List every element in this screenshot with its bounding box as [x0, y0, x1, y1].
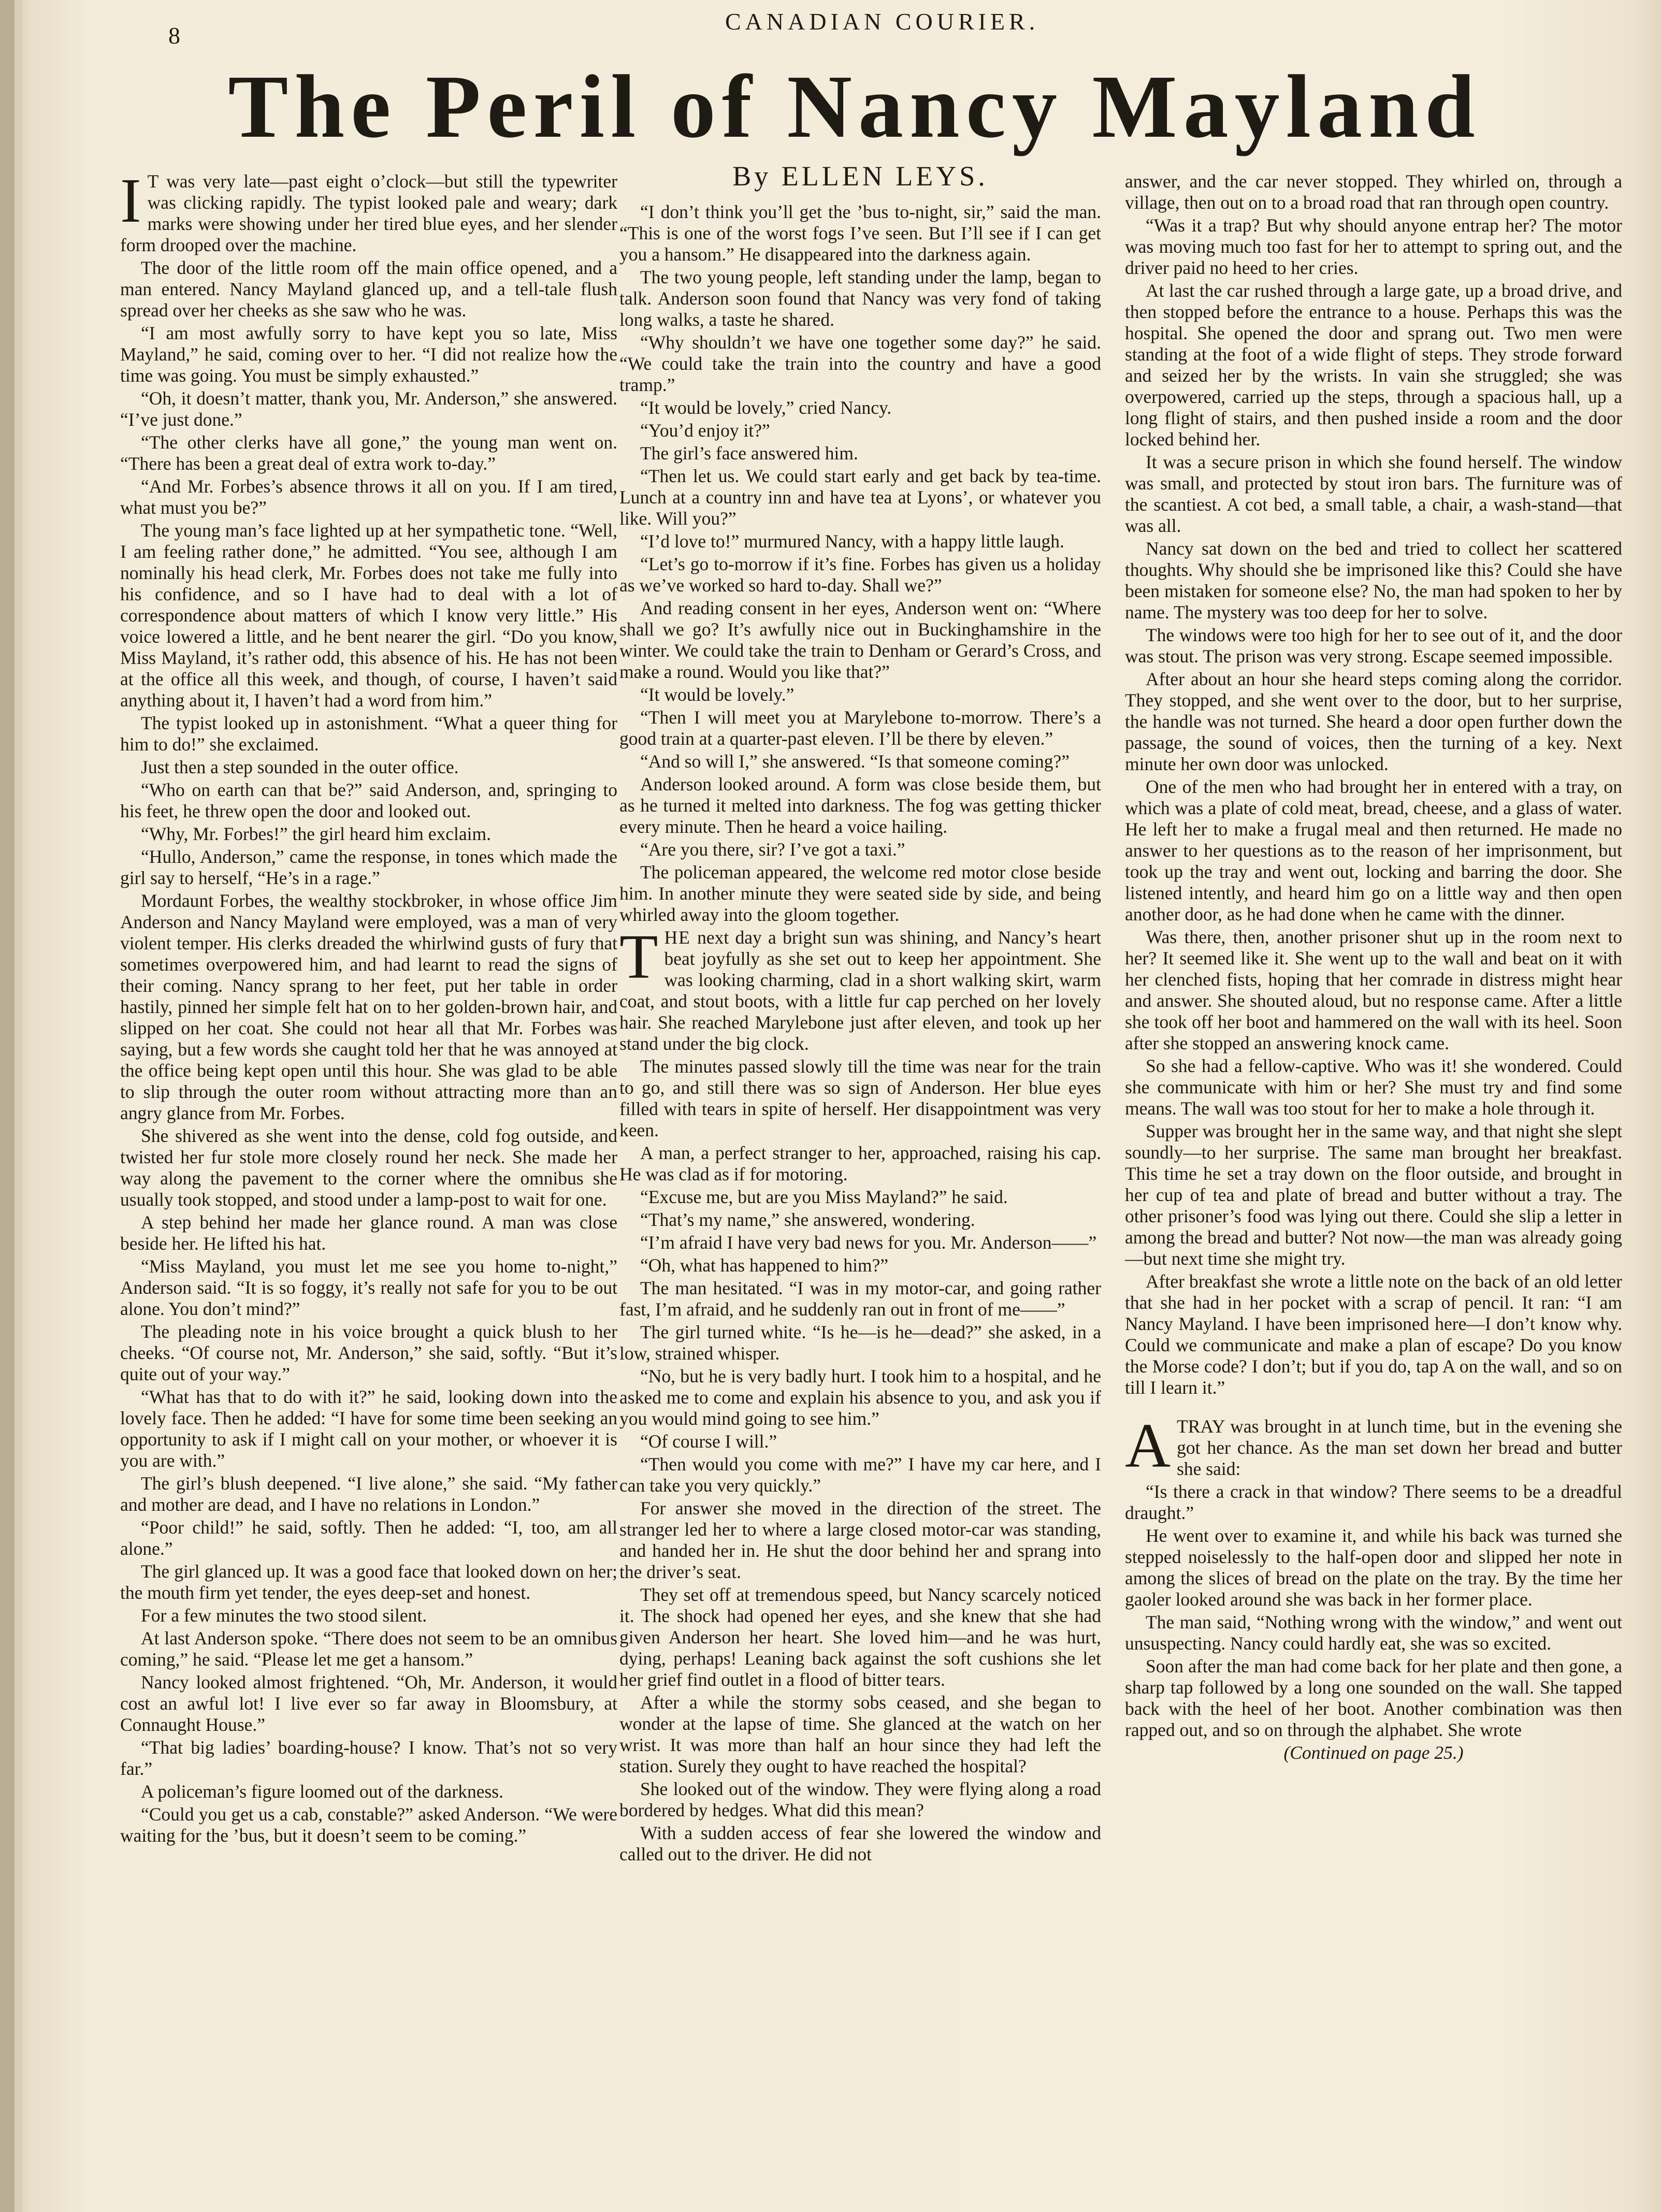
paragraph: Just then a step sounded in the outer office.	[141, 757, 459, 777]
paragraph	[1125, 1411, 1622, 1481]
paragraph: “Are you there, sir? I’ve got a taxi.”	[640, 839, 905, 860]
paragraph: At last Anderson spoke. “There does not seem to be an omnibus coming,” he said. “Please let me get a hansom.”	[120, 1628, 617, 1670]
paragraph: The policeman appeared, the welcome red motor close beside him. In another minute they were seated side by side, and being whirled away into the gloom together.	[619, 862, 1101, 925]
paragraph: The typist looked up in astonishment. “What a queer thing for him to do!” she exclaimed.	[120, 713, 617, 755]
drop-cap: A	[1125, 1411, 1171, 1481]
paragraph: Supper was brought her in the same way, and that night she slept soundly—to her surprise. The same man brought her breakfast. This time he set a tray down on the floor outside, and brought in her cup of tea and plate of bread and butter without a tray. The other prisoner’s food was lying out there. Could she slip a letter in among the bread and butter? Not now—the man was already going—but next time she might try.	[1125, 1121, 1622, 1269]
paragraph-text: TRAY was brought in at lunch time, but in the evening she got her chance. As the man set down her bread and butter she said:	[1177, 1416, 1622, 1479]
paragraph: “I’m afraid I have very bad news for you. Mr. Anderson——”	[640, 1232, 1097, 1253]
binding-edge	[0, 0, 15, 2212]
paragraph: “Poor child!” he said, softly. Then he added: “I, too, am all alone.”	[120, 1517, 617, 1559]
paragraph: “Is there a crack in that window? There seems to be a dreadful draught.”	[1125, 1481, 1622, 1523]
paragraph: She looked out of the window. They were flying along a road bordered by hedges. What did this mean?	[619, 1779, 1101, 1820]
text-column-3-body	[1125, 171, 1622, 1741]
paragraph: One of the men who had brought her in entered with a tray, on which was a plate of cold meat, bread, cheese, and a glass of water. He left her to make a frugal meal and then returned. He made no answer to her questions as to the reason of her imprisonment, but took up the tray and went out, locking and barring the door. She listened intently, and heard him go on a little way and then open another door, as he had done when he came with the dinner.	[1125, 776, 1622, 924]
drop-cap: T	[619, 922, 658, 992]
paragraph: “The other clerks have all gone,” the young man went on. “There has been a great deal of extra work to-day.”	[120, 432, 617, 474]
paragraph: Soon after the man had come back for her plate and then gone, a sharp tap followed by a long one sounded on the wall. She tapped back with the heel of her boot. Another combination was then rapped out, and so on through the alphabet. She wrote	[1125, 1656, 1622, 1740]
paragraph: The windows were too high for her to see out of it, and the door was stout. The prison was very strong. Escape seemed impossible.	[1125, 625, 1622, 667]
paragraph: “Then let us. We could start early and get back by tea-time. Lunch at a country inn and have tea at Lyons’, or whatever you like. Will you?”	[619, 466, 1101, 529]
drop-cap: I	[120, 166, 141, 236]
paragraph: “No, but he is very badly hurt. I took him to a hospital, and he asked me to come and explain his absence to you, and ask you if you would mind going to see him.”	[619, 1366, 1101, 1429]
paragraph: The girl glanced up. It was a good face that looked down on her; the mouth firm yet tender, the eyes deep-set and honest.	[120, 1561, 617, 1603]
paragraph: “Was it a trap? But why should anyone entrap her? The motor was moving much too fast for her to attempt to spring out, and the driver paid no heed to her cries.	[1125, 215, 1622, 278]
paragraph: “It would be lovely.”	[640, 684, 795, 705]
binding-shadow	[15, 0, 22, 2212]
paragraph: The minutes passed slowly till the time was near for the train to go, and still there was so sign of Anderson. Her blue eyes filled with tears in spite of herself. Her disappointment was very keen.	[619, 1056, 1101, 1140]
paragraph: “I’d love to!” murmured Nancy, with a happy little laugh.	[640, 531, 1064, 552]
text-column-1	[120, 166, 617, 1848]
paragraph: “Of course I will.”	[640, 1431, 777, 1452]
paragraph: The two young people, left standing under the lamp, began to talk. Anderson soon found that Nancy was very fond of taking long walks, a taste he shared.	[619, 267, 1101, 330]
paragraph: “Then I will meet you at Marylebone to-morrow. There’s a good train at a quarter-past eleven. I’ll be there by eleven.”	[619, 707, 1101, 749]
paragraph: A man, a perfect stranger to her, approached, raising his cap. He was clad as if for motoring.	[619, 1143, 1101, 1184]
paragraph	[120, 166, 617, 256]
paragraph: After breakfast she wrote a little note on the back of an old letter that she had in her pocket with a scrap of pencil. It ran: “I am Nancy Mayland. I have been imprisoned here—I don’t know why. Could we communicate and make a plan of escape? Do you know the Morse code? I don’t; but if you do, tap A on the wall, and so on till I learn it.”	[1125, 1271, 1622, 1398]
paragraph: “Could you get us a cab, constable?” asked Anderson. “We were waiting for the ’bus, but it doesn’t seem to be coming.”	[120, 1804, 617, 1846]
paragraph: For answer she moved in the direction of the street. The stranger led her to where a large closed motor-car was standing, and handed her in. He shut the door behind her and sprang into the driver’s seat.	[619, 1498, 1101, 1582]
paragraph: The young man’s face lighted up at her sympathetic tone. “Well, I am feeling rather done,” he admitted. “You see, although I am nominally his head clerk, Mr. Forbes does not take me fully into his confidence, and so I have had to deal with a lot of correspondence about matters of which I know very little.” His voice lowered a little, and he bent nearer the girl. “Do you know, Miss Mayland, it’s rather odd, this absence of his. He has not been at the office all this week, and though, of course, I haven’t said anything about it, I haven’t had a word from him.”	[120, 520, 617, 711]
paragraph: Mordaunt Forbes, the wealthy stockbroker, in whose office Jim Anderson and Nancy Mayland were employed, was a man of very violent temper. His clerks dreaded the whirlwind gusts of fury that sometimes overpowered him, and had learnt to read the signs of their coming. Nancy sprang to her feet, put her table in order hastily, pinned her simple felt hat on to her golden-brown hair, and slipped on her coat. She could not hear all that Mr. Forbes was saying, but a few words she caught told her that he was annoyed at the office being kept open until this hour. She was glad to be able to slip through the outer room without attracting more than an angry glance from Mr. Forbes.	[120, 890, 617, 1123]
paragraph: “Hullo, Anderson,” came the response, in tones which made the girl say to herself, “He’s in a rage.”	[120, 846, 617, 888]
paragraph: “Who on earth can that be?” said Anderson, and, springing to his feet, he threw open the door and looked out.	[120, 779, 617, 821]
paragraph: It was a secure prison in which she found herself. The window was small, and protected by stout iron bars. The furniture was of the scantiest. A cot bed, a small table, a chair, a wash-stand—that was all.	[1125, 452, 1622, 536]
text-column-2	[619, 161, 1101, 1867]
paragraph: “Let’s go to-morrow if it’s fine. Forbes has given us a holiday as we’ve worked so hard to-day. Shall we?”	[619, 554, 1101, 596]
paragraph: The girl turned white. “Is he—is he—dead?” she asked, in a low, strained whisper.	[619, 1322, 1101, 1364]
paragraph: She shivered as she went into the dense, cold fog outside, and twisted her fur stole more closely round her neck. She made her way along the pavement to the corner where the omnibus she usually took stopped, and stood under a lamp-post to wait for one.	[120, 1125, 617, 1210]
paragraph: And reading consent in her eyes, Anderson went on: “Where shall we go? It’s awfully nice out in Buckinghamshire in the winter. We could take the train to Denham or Gerard’s Cross, and make a round. Would you like that?”	[619, 598, 1101, 682]
paragraph: After about an hour she heard steps coming along the corridor. They stopped, and she went over to the door, but to her surprise, the handle was not turned. She heard a door open further down the passage, the sound of voices, then the turning of a key. Next minute her own door was unlocked.	[1125, 669, 1622, 774]
paragraph: The pleading note in his voice brought a quick blush to her cheeks. “Of course not, Mr. Anderson,” she said, softly. “But it’s quite out of your way.”	[120, 1321, 617, 1384]
paragraph: With a sudden access of fear she lowered the window and called out to the driver. He did not	[619, 1823, 1101, 1864]
text-column-3	[1125, 171, 1622, 1765]
paragraph: “You’d enjoy it?”	[640, 420, 770, 441]
paragraph: A policeman’s figure loomed out of the darkness.	[141, 1781, 503, 1802]
paragraph: Was there, then, another prisoner shut up in the room next to her? It seemed like it. She went up to the wall and beat on it with her clenched fists, hoping that her comrade in distress might hear and answer. She shouted aloud, but no response came. After a little she took off her boot and hammered on the wall with its heel. Soon after she stopped an answering knock came.	[1125, 927, 1622, 1053]
byline: By ELLEN LEYS.	[732, 161, 988, 192]
paragraph: “Why shouldn’t we have one together some day?” he said. “We could take the train into the country and have a good tramp.”	[619, 332, 1101, 395]
paragraph: “What has that to do with it?” he said, looking down into the lovely face. Then he added: “I have for some time been seeking an opportunity to ask if I might call on your mother, or whoever it is you are with.”	[120, 1386, 617, 1471]
paragraph: After a while the stormy sobs ceased, and she began to wonder at the lapse of time. She glanced at the watch on her wrist. It was more than half an hour since they had left the station. Surely they ought to have reached the hospital?	[619, 1692, 1101, 1776]
paragraph	[619, 922, 1101, 1054]
paragraph: “And so will I,” she answered. “Is that someone coming?”	[640, 751, 1070, 772]
paragraph	[1125, 171, 1622, 213]
paragraph: “That big ladies’ boarding-house? I know. That’s not so very far.”	[120, 1737, 617, 1779]
page-number: 8	[168, 22, 180, 49]
text-column-2-body	[619, 201, 1101, 1865]
paragraph: The man said, “Nothing wrong with the window,” and went out unsuspecting. Nancy could hardly eat, she was so excited.	[1125, 1612, 1622, 1654]
paragraph: “Oh, it doesn’t matter, thank you, Mr. Anderson,” she answered. “I’ve just done.”	[120, 388, 617, 430]
running-head: CANADIAN COURIER.	[725, 8, 1039, 35]
paragraph: “Why, Mr. Forbes!” the girl heard him exclaim.	[141, 823, 491, 844]
paragraph: “That’s my name,” she answered, wondering.	[640, 1209, 975, 1230]
paragraph: The door of the little room off the main office opened, and a man entered. Nancy Mayland glanced up, and a tell-tale flush spread over her cheeks as she saw who he was.	[120, 257, 617, 321]
article-title: The Peril of Nancy Mayland	[228, 56, 1481, 156]
paragraph: The man hesitated. “I was in my motor-car, and going rather fast, I’m afraid, and he suddenly ran out in front of me——”	[619, 1278, 1101, 1320]
paragraph-text: T was very late—past eight o’clock—but still the typewriter was clicking rapidly. The typist looked pale and weary; dark marks were showing under her tired blue eyes, and her slender form drooped over the machine.	[120, 171, 617, 255]
paragraph: “Then would you come with me?” I have my car here, and I can take you very quickly.”	[619, 1454, 1101, 1496]
paragraph: So she had a fellow-captive. Who was it! she wondered. Could she communicate with him or her? She must try and find some means. The wall was too stout for her to make a hole through it.	[1125, 1056, 1622, 1119]
paragraph: The girl’s blush deepened. “I live alone,” she said. “My father and mother are dead, and I have no relations in London.”	[120, 1473, 617, 1515]
paragraph: A step behind her made her glance round. A man was close beside her. He lifted his hat.	[120, 1212, 617, 1254]
paragraph: Nancy looked almost frightened. “Oh, Mr. Anderson, it would cost an awful lot! I live ever so far away in Bloomsbury, at Connaught House.”	[120, 1672, 617, 1735]
paragraph: “Oh, what has happened to him?”	[640, 1255, 889, 1276]
paragraph: For a few minutes the two stood silent.	[141, 1605, 427, 1626]
paragraph-text: next day a bright sun was shining, and Nancy’s heart beat joyfully as she set out to keep her appointment. She was looking charming, clad in a short walking skirt, warm coat, and stout boots, with a little fur cap perched on her lovely hair. She reached Marylebone just after eleven, and took up her stand under the big clock.	[619, 927, 1101, 1054]
paragraph: He went over to examine it, and while his back was turned she stepped noiselessly to the half-open door and slipped her note in among the slices of bread on the plate on the tray. By the time her gaoler looked around she was back in her former place.	[1125, 1525, 1622, 1610]
paragraph: The girl’s face answered him.	[640, 443, 858, 464]
paragraph: “I don’t think you’ll get the ’bus to-night, sir,” said the man. “This is one of the worst fogs I’ve seen. But I’ll see if I can get you a hansom.” He disappeared into the darkness again.	[619, 201, 1101, 265]
paragraph: Anderson looked around. A form was close beside them, but as he turned it melted into darkness. The fog was getting thicker every minute. Then he heard a voice hailing.	[619, 774, 1101, 837]
paragraph: They set off at tremendous speed, but Nancy scarcely noticed it. The shock had opened her eyes, and she knew that she had given Anderson her heart. She loved him—and he was hurt, dying, perhaps! Leaning back against the soft cushions she let her grief find outlet in a flood of bitter tears.	[619, 1584, 1101, 1690]
paragraph: “Excuse me, but are you Miss Mayland?” he said.	[640, 1187, 1008, 1207]
continued-note: (Continued on page 25.)	[1283, 1742, 1464, 1763]
paragraph: “I am most awfully sorry to have kept you so late, Miss Mayland,” he said, coming over to her. “I did not realize how the time was going. You must be simply exhausted.”	[120, 323, 617, 386]
paragraph: “Miss Mayland, you must let me see you home to-night,” Anderson said. “It is so foggy, it’s really not safe for you to be out alone. You don’t mind?”	[120, 1256, 617, 1319]
paragraph: At last the car rushed through a large gate, up a broad drive, and then stopped before the entrance to a house. Perhaps this was the hospital. She opened the door and sprang out. Two men were standing at the foot of a wide flight of steps. They strode forward and seized her by the wrists. In vain she struggled; she was overpowered, carried up the steps, through a spacious hall, up a long flight of stairs, and then pushed inside a room and the door locked behind her.	[1125, 280, 1622, 450]
paragraph: Nancy sat down on the bed and tried to collect her scattered thoughts. Why should she be imprisoned like this? Could she have been mistaken for someone else? No, the man had spoken to her by name. The mystery was too deep for her to solve.	[1125, 538, 1622, 623]
paragraph: “It would be lovely,” cried Nancy.	[640, 397, 892, 418]
paragraph: “And Mr. Forbes’s absence throws it all on you. If I am tired, what must you be?”	[120, 476, 617, 518]
lead-caps: HE	[664, 927, 691, 948]
paragraph-text: answer, and the car never stopped. They whirled on, through a village, then out on to a broad road that ran through open country.	[1125, 171, 1622, 213]
